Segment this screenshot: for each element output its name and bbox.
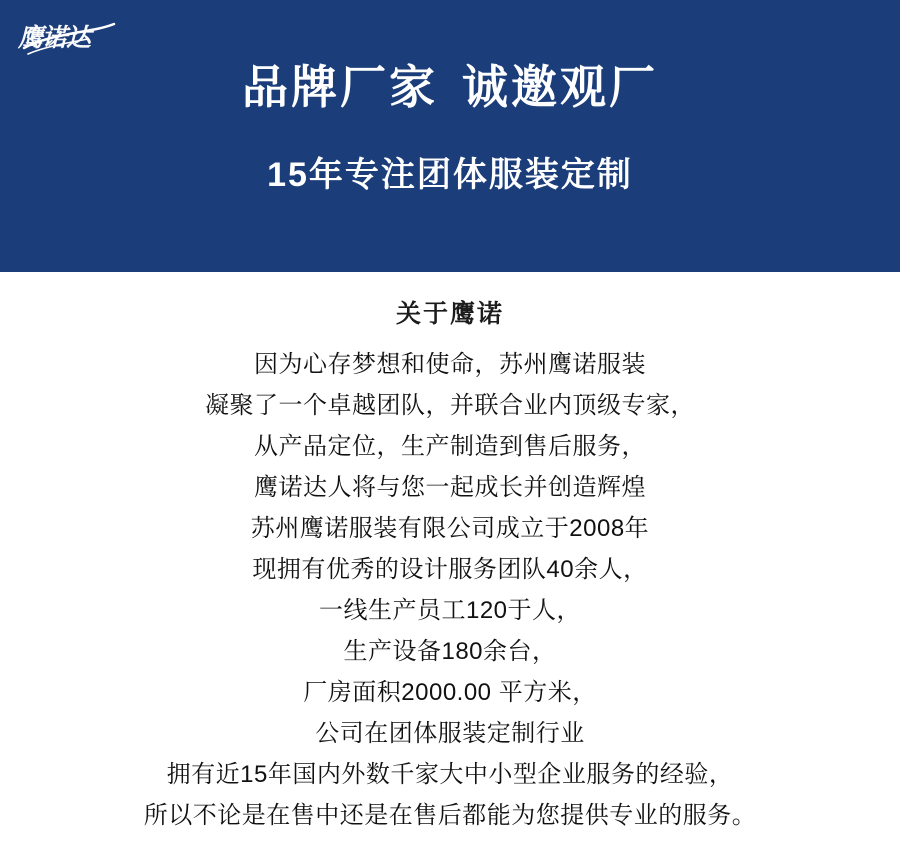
about-line: 苏州鹰诺服装有限公司成立于2008年 [250, 515, 650, 542]
banner-title [242, 62, 658, 113]
banner [0, 0, 900, 272]
about-line: 一线生产员工120于人， [318, 597, 582, 624]
brand-logo-text: 鹰诺达 [18, 25, 91, 52]
banner-title-part2: 诚邀观厂 [462, 61, 658, 113]
about-line: 鹰诺达人将与您一起成长并创造辉煌 [254, 474, 646, 501]
about-line: 拥有近15年国内外数千家大中小型企业服务的经验， [166, 761, 734, 788]
about-line: 公司在团体服装定制行业 [315, 720, 585, 747]
about-body [0, 344, 900, 836]
banner-title-part1: 品牌厂家 [242, 61, 438, 113]
about-line: 生产设备180余台， [343, 638, 557, 665]
about-line: 现拥有优秀的设计服务团队40余人， [252, 556, 648, 583]
about-section [0, 272, 900, 852]
banner-subtitle: 15年专注团体服装定制 [267, 155, 633, 194]
about-line: 厂房面积2000.00 平方米， [303, 679, 597, 706]
about-line: 凝聚了一个卓越团队，并联合业内顶级专家， [205, 392, 695, 419]
about-line: 因为心存梦想和使命，苏州鹰诺服装 [254, 351, 646, 378]
about-line: 所以不论是在售中还是在售后都能为您提供专业的服务。 [143, 802, 757, 829]
about-line: 从产品定位，生产制造到售后服务， [254, 433, 646, 460]
about-heading: 关于鹰诺 [395, 300, 504, 328]
